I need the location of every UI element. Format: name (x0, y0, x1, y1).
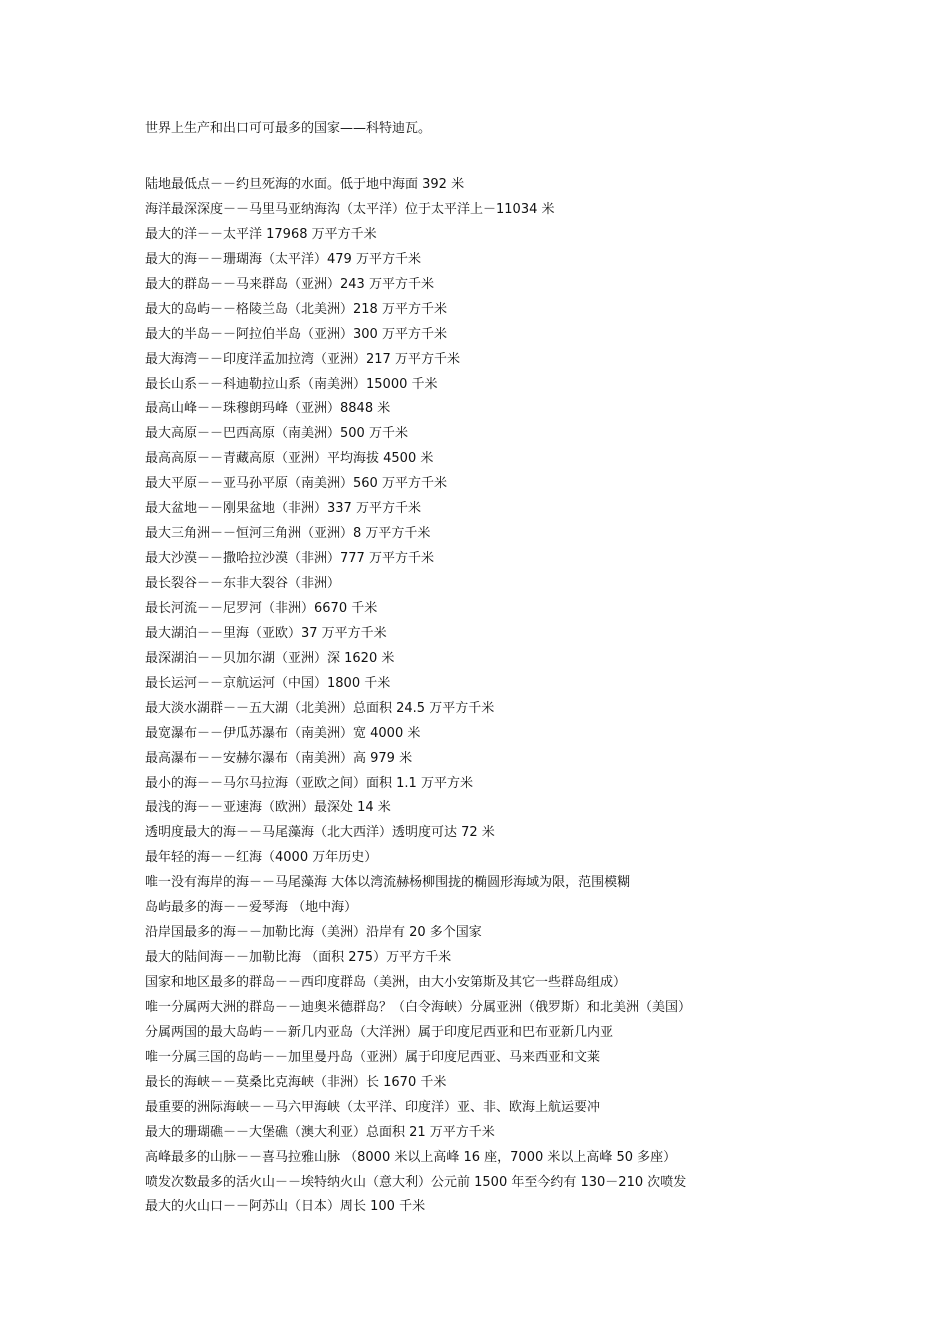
fact-line: 岛屿最多的海－－爱琴海 （地中海） (145, 900, 358, 916)
fact-line: 最小的海－－马尔马拉海（亚欧之间）面积 1.1 万平方米 (145, 775, 473, 791)
fact-line: 最深湖泊－－贝加尔湖（亚洲）深 1620 米 (145, 650, 395, 666)
fact-line: 最大的陆间海－－加勒比海 （面积 275）万平方千米 (145, 950, 452, 966)
fact-line: 最高高原－－青藏高原（亚洲）平均海拔 4500 米 (145, 451, 434, 467)
fact-line: 最长河流－－尼罗河（非洲）6670 千米 (145, 600, 378, 616)
paragraph-gap (145, 141, 925, 173)
fact-line: 海洋最深深度－－马里马亚纳海沟（太平洋）位于太平洋上－11034 米 (145, 201, 555, 217)
fact-list (145, 173, 925, 1220)
fact-line: 最大的半岛－－阿拉伯半岛（亚洲）300 万平方千米 (145, 326, 447, 342)
fact-line: 最高山峰－－珠穆朗玛峰（亚洲）8848 米 (145, 401, 391, 417)
fact-line: 最重要的洲际海峡－－马六甲海峡（太平洋、印度洋）亚、非、欧海上航运要冲 (145, 1099, 601, 1115)
fact-line: 最长裂谷－－东非大裂谷（非洲） (145, 576, 341, 591)
fact-line: 最长运河－－京航运河（中国）1800 千米 (145, 675, 391, 691)
fact-line: 最大的火山口－－阿苏山（日本）周长 100 千米 (145, 1199, 426, 1215)
fact-line: 最宽瀑布－－伊瓜苏瀑布（南美洲）宽 4000 米 (145, 725, 421, 741)
document-body (145, 116, 925, 1220)
fact-line: 最大海湾－－印度洋孟加拉湾（亚洲）217 万平方千米 (145, 351, 460, 367)
fact-line: 最长山系－－科迪勒拉山系（南美洲）15000 千米 (145, 376, 438, 392)
fact-line: 最大的珊瑚礁－－大堡礁（澳大利亚）总面积 21 万平方千米 (145, 1124, 495, 1140)
fact-line: 沿岸国最多的海－－加勒比海（美洲）沿岸有 20 多个国家 (145, 925, 482, 941)
fact-line: 最大三角洲－－恒河三角洲（亚洲）8 万平方千米 (145, 526, 431, 542)
fact-line: 透明度最大的海－－马尾藻海（北大西洋）透明度可达 72 米 (145, 825, 495, 841)
fact-line: 高峰最多的山脉－－喜马拉雅山脉 （8000 米以上高峰 16 座，7000 米以上高峰 50 多座） (145, 1149, 677, 1165)
fact-line: 陆地最低点－－约旦死海的水面。低于地中海面 392 米 (145, 177, 465, 192)
fact-line: 最大的洋－－太平洋 17968 万平方千米 (145, 226, 377, 242)
fact-line: 最浅的海－－亚速海（欧洲）最深处 14 米 (145, 800, 391, 816)
fact-line: 最大的海－－珊瑚海（太平洋）479 万平方千米 (145, 251, 421, 267)
fact-line: 喷发次数最多的活火山－－埃特纳火山（意大利）公元前 1500 年至今约有 130－210 次喷发 (145, 1174, 687, 1190)
fact-line: 最大沙漠－－撒哈拉沙漠（非洲）777 万平方千米 (145, 551, 434, 567)
fact-line: 分属两国的最大岛屿－－新几内亚岛（大洋洲）属于印度尼西亚和巴布亚新几内亚 (145, 1024, 614, 1040)
fact-line: 最长的海峡－－莫桑比克海峡（非洲）长 1670 千米 (145, 1074, 447, 1090)
intro-line: 世界上生产和出口可可最多的国家——科特迪瓦。 (145, 121, 432, 136)
fact-line: 最大的群岛－－马来群岛（亚洲）243 万平方千米 (145, 276, 434, 292)
fact-line: 最大高原－－巴西高原（南美洲）500 万千米 (145, 426, 408, 442)
fact-line: 国家和地区最多的群岛－－西印度群岛（美洲，由大小安第斯及其它一些群岛组成） (145, 975, 627, 990)
fact-line: 最年轻的海－－红海（4000 万年历史） (145, 850, 378, 866)
fact-line: 最大湖泊－－里海（亚欧）37 万平方千米 (145, 625, 387, 641)
fact-line: 最大平原－－亚马孙平原（南美洲）560 万平方千米 (145, 476, 447, 492)
fact-line: 最大淡水湖群－－五大湖（北美洲）总面积 24.5 万平方千米 (145, 700, 495, 716)
fact-line: 唯一没有海岸的海－－马尾藻海 大体以湾流赫杨柳围拢的椭圆形海域为限，范围模糊 (145, 875, 631, 891)
fact-line: 唯一分属三国的岛屿－－加里曼丹岛（亚洲）属于印度尼西亚、马来西亚和文莱 (145, 1049, 601, 1065)
fact-line: 最大的岛屿－－格陵兰岛（北美洲）218 万平方千米 (145, 301, 447, 317)
fact-line: 最高瀑布－－安赫尔瀑布（南美洲）高 979 米 (145, 750, 413, 766)
fact-line: 最大盆地－－刚果盆地（非洲）337 万平方千米 (145, 501, 421, 517)
fact-line: 唯一分属两大洲的群岛－－迪奥米德群岛？（白令海峡）分属亚洲（俄罗斯）和北美洲（美国） (145, 999, 692, 1015)
